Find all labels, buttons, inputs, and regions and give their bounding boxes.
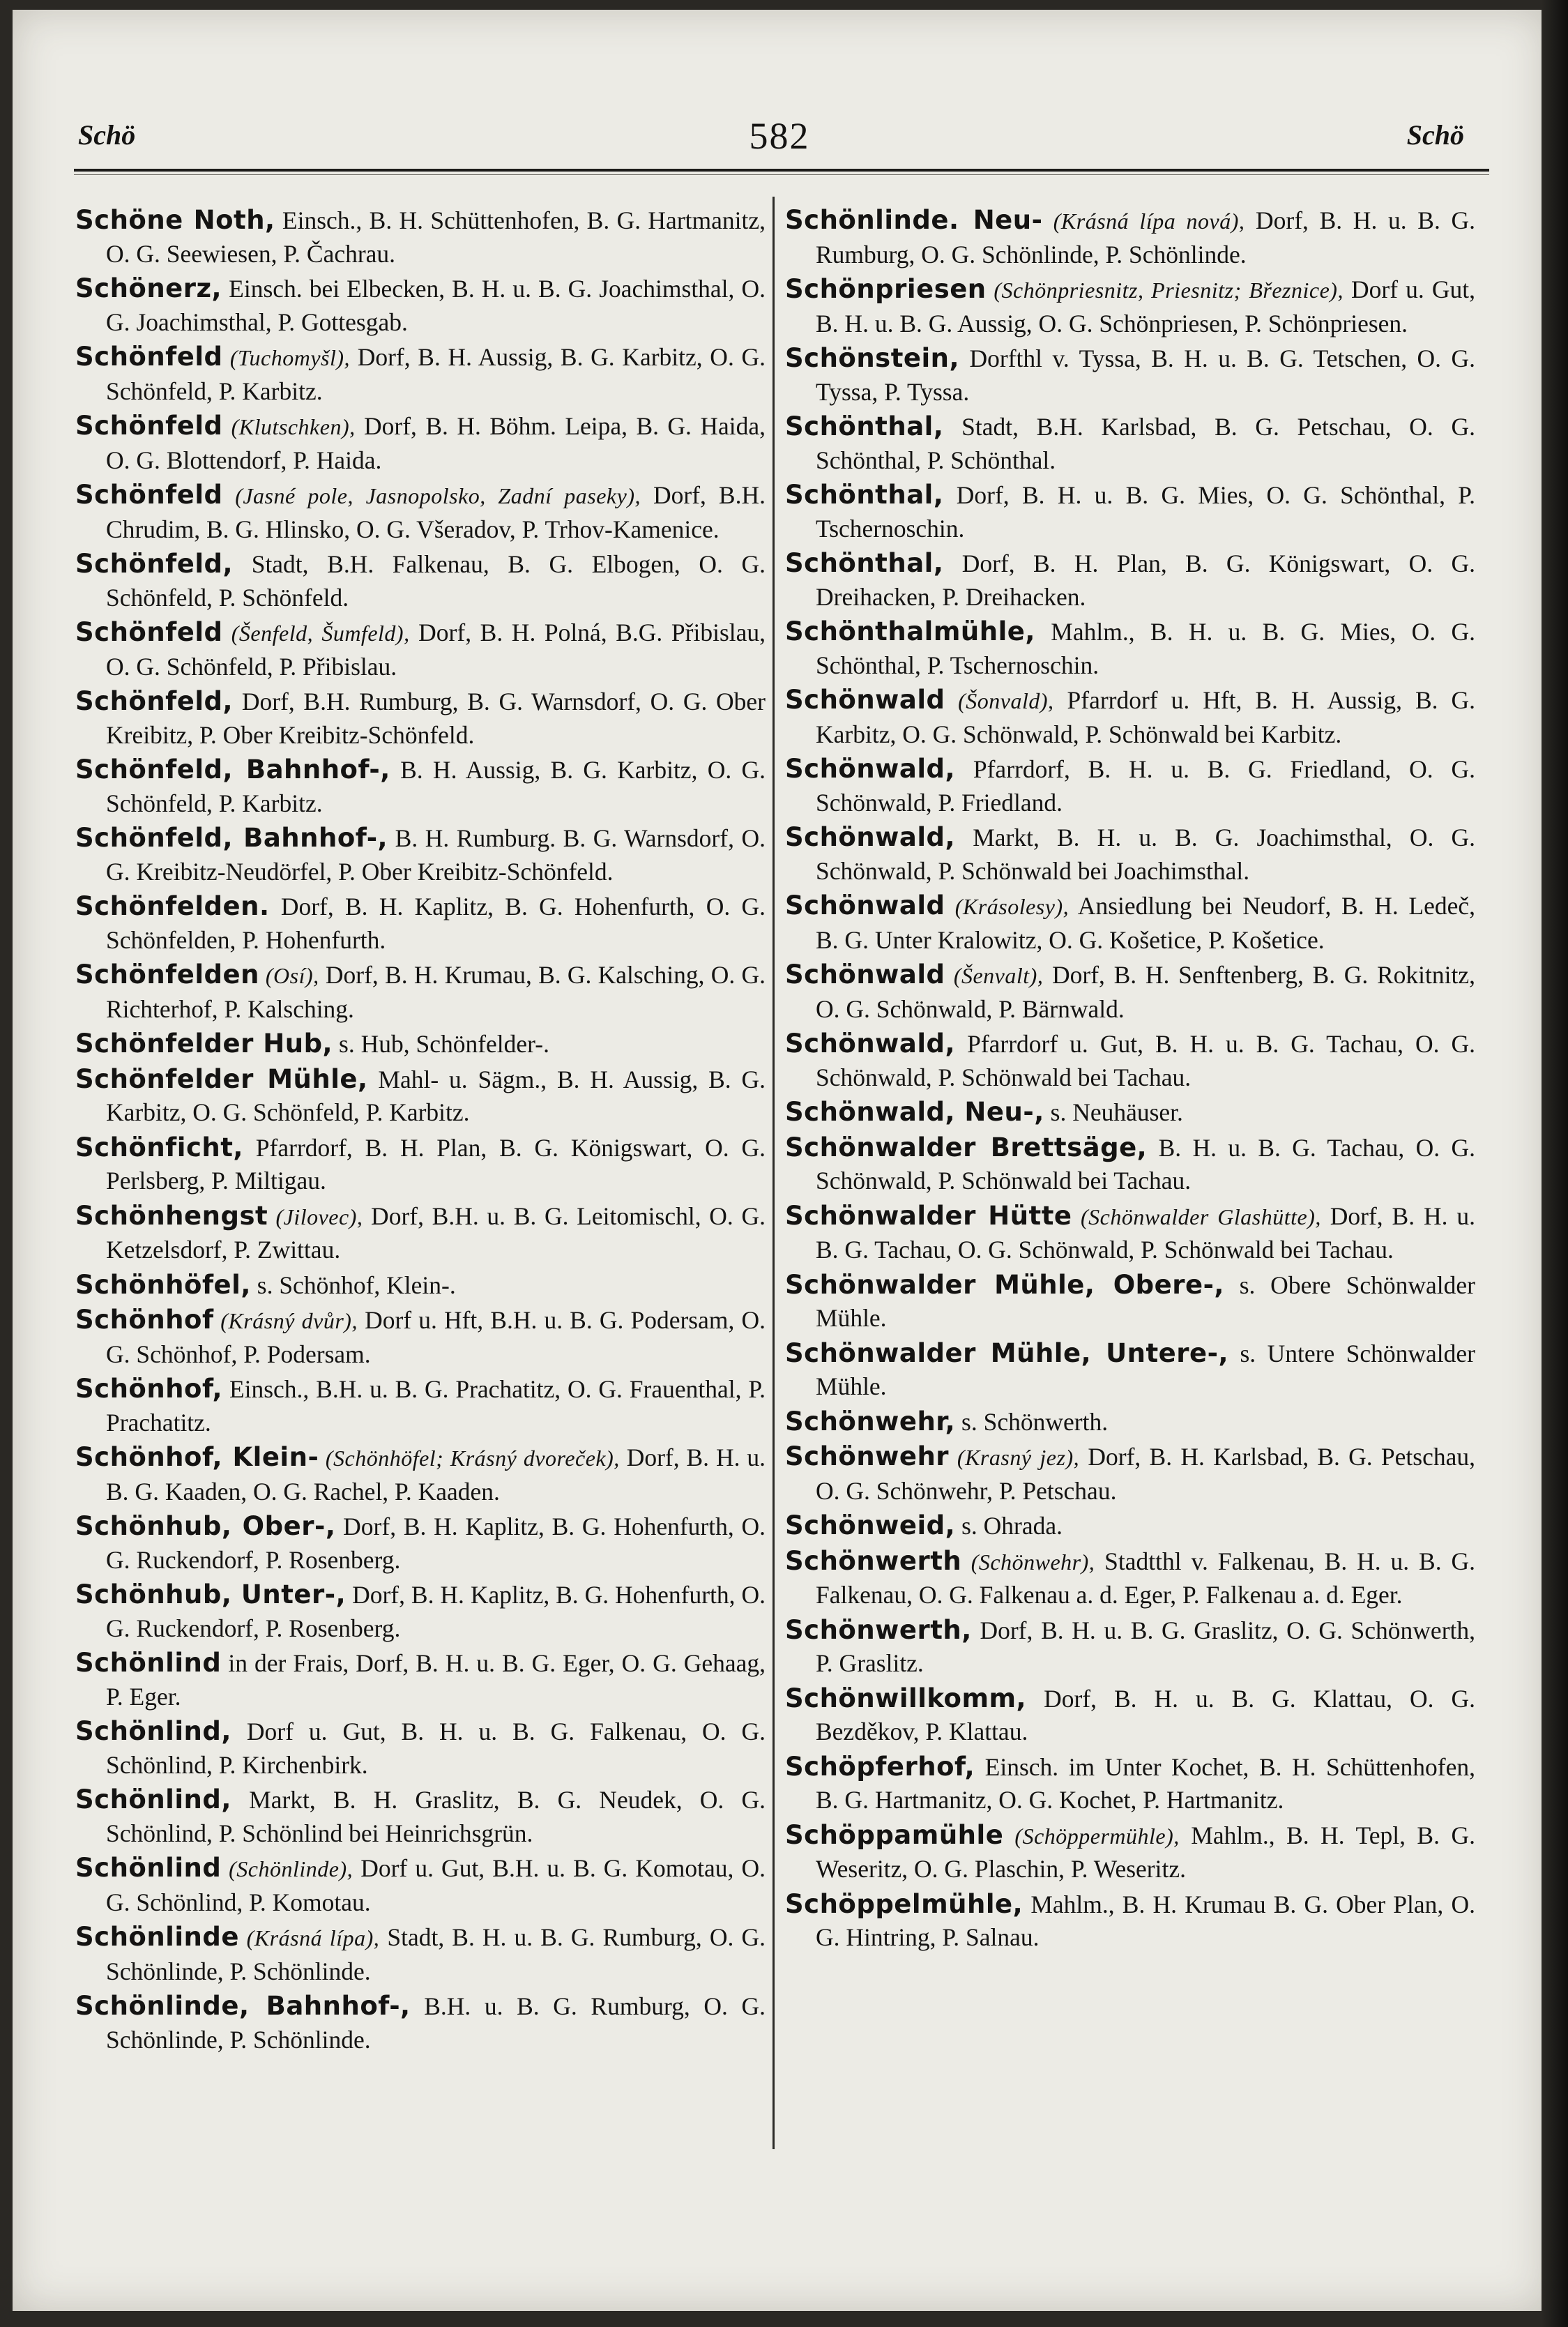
entry-text: Dorf, B. H. Polná, B.G. Přibislau, O. G. Schönfeld, P. Přibislau. — [106, 619, 766, 681]
entry-text: Dorf, B. H. Kaplitz, B. G. Hohenfurth, O. G. Ruckendorf, P. Rosenberg. — [106, 1581, 766, 1642]
gazetteer-entry — [785, 342, 1475, 409]
entry-headword: Schönwerth, — [785, 1614, 972, 1645]
entry-text: Dorf, B.H. Rumburg, B. G. Warnsdorf, O. G. Ober Kreibitz, P. Ober Kreibitz-Schönfeld. — [106, 688, 766, 749]
entry-text: Einsch., B.H. u. B. G. Prachatitz, O. G. Frauenthal, P. Prachatitz. — [106, 1375, 766, 1437]
entry-text: Pfarrdorf u. Gut, B. H. u. B. G. Tachau, O. G. Schönwald, P. Schönwald bei Tachau. — [816, 1030, 1475, 1091]
gazetteer-entry — [75, 821, 766, 888]
gazetteer-entry — [785, 615, 1475, 682]
gazetteer-entry — [75, 1027, 766, 1061]
entry-text: Dorf u. Hft, B.H. u. B. G. Podersam, O. G. Schönhof, P. Podersam. — [106, 1306, 766, 1368]
entry-headword: Schönlinde, Bahnhof-, — [75, 1991, 411, 2021]
gazetteer-entry — [75, 958, 766, 1026]
entry-headword: Schönfeld, — [75, 686, 234, 716]
entry-alt-name: (Schönwehr), — [961, 1549, 1095, 1575]
entry-headword: Schönhof — [75, 1305, 214, 1335]
entry-headword: Schönfelden — [75, 960, 259, 990]
running-head-left: Schö — [78, 119, 136, 151]
gazetteer-entry — [75, 1920, 766, 1988]
entry-headword: Schönlinde — [75, 1922, 239, 1952]
entry-text: Stadt, B.H. Falkenau, B. G. Elbogen, O. G. Schönfeld, P. Schönfeld. — [106, 550, 766, 612]
entry-alt-name: (Klutschken), — [222, 414, 356, 439]
entry-headword: Schönhof, Klein- — [75, 1442, 319, 1472]
entry-text: Dorf, B. H. Plan, B. G. Königswart, O. G. Dreihacken, P. Dreihacken. — [816, 549, 1475, 611]
entry-text: s. Hub, Schönfelder-. — [333, 1030, 549, 1058]
entry-text: Markt, B. H. u. B. G. Joachimsthal, O. G. Schönwald, P. Schönwald bei Joachimsthal. — [816, 824, 1475, 885]
entry-text: Dorf, B.H. Chrudim, B. G. Hlinsko, O. G. Všeradov, P. Trhov-Kamenice. — [106, 481, 766, 543]
entry-headword: Schönpriesen — [785, 274, 987, 304]
entry-headword: Schönlinde. Neu- — [785, 205, 1043, 235]
entry-alt-name: (Jilovec), — [268, 1204, 363, 1229]
entry-alt-name: (Krásná lípa nová), — [1042, 209, 1245, 234]
entry-headword: Schönerz, — [75, 273, 222, 303]
gazetteer-entry — [785, 273, 1475, 340]
entry-text: Pfarrdorf, B. H. Plan, B. G. Königswart, O. G. Perlsberg, P. Miltigau. — [106, 1133, 766, 1195]
entry-text: Dorf, B. H. u. B. G. Kaaden, O. G. Rachel, P. Kaaden. — [106, 1443, 766, 1506]
entry-text: s. Schönhof, Klein-. — [250, 1271, 456, 1299]
entry-headword: Schönwalder Mühle, Obere-, — [785, 1269, 1224, 1300]
entry-text: Mahl- u. Sägm., B. H. Aussig, B. G. Karbitz, O. G. Schönfeld, P. Karbitz. — [106, 1065, 766, 1126]
header-rule — [74, 169, 1489, 172]
entry-headword: Schöppamühle — [785, 1819, 1004, 1850]
gazetteer-entry — [785, 1819, 1475, 1886]
entry-alt-name: (Krásolesy), — [945, 894, 1070, 919]
entry-text: Pfarrdorf u. Hft, B. H. Aussig, B. G. Karbitz, O. G. Schönwald, P. Schönwald bei Karbitz. — [816, 686, 1475, 748]
entry-text: Mahlm., B. H. Krumau B. G. Ober Plan, O. G. Hintring, P. Salnau. — [816, 1890, 1475, 1951]
gazetteer-entry — [75, 478, 766, 546]
entry-text: s. Obere Schönwalder Mühle. — [816, 1271, 1475, 1332]
entry-alt-name: (Schöppermühle), — [1003, 1823, 1180, 1849]
entry-text: Dorf, B. H. u. B. G. Klattau, O. G. Bezděkov, P. Klattau. — [816, 1684, 1475, 1745]
entry-alt-name: (Jasné pole, Jasnopolsko, Zadní paseky), — [222, 483, 641, 508]
entry-headword: Schönwehr — [785, 1441, 950, 1471]
entry-alt-name: (Krásná lípa), — [238, 1925, 380, 1950]
entry-alt-name: (Schönhöfel; Krásný dvoreček), — [319, 1446, 620, 1471]
gazetteer-entry — [785, 1614, 1475, 1681]
entry-headword: Schöpferhof, — [785, 1751, 975, 1782]
entry-headword: Schönstein, — [785, 343, 960, 373]
gazetteer-entry — [785, 1750, 1475, 1817]
entry-headword: Schönfeld — [75, 480, 223, 510]
gazetteer-entry — [75, 1783, 766, 1850]
entry-text: Stadtthl v. Falkenau, B. H. u. B. G. Falkenau, O. G. Falkenau a. d. Eger, P. Falkenau a. d. Eger. — [816, 1547, 1476, 1609]
entry-text: Dorf u. Gut, B. H. u. B. G. Falkenau, O. G. Schönlind, P. Kirchenbirk. — [106, 1718, 766, 1779]
entry-headword: Schönwald, — [785, 1029, 956, 1059]
entry-headword: Schönhengst — [75, 1200, 268, 1231]
entry-headword: Schönwald — [785, 890, 945, 920]
entry-headword: Schönlind — [75, 1648, 222, 1678]
gazetteer-entry — [785, 478, 1475, 545]
entry-alt-name: (Krasný jez), — [949, 1445, 1080, 1470]
entry-headword: Schönwald, — [785, 822, 956, 852]
entry-text: Stadt, B.H. Karlsbad, B. G. Petschau, O. G. Schönthal, P. Schönthal. — [816, 413, 1475, 474]
gazetteer-entry — [785, 1888, 1475, 1955]
scanned-page — [13, 10, 1546, 2311]
gazetteer-entry — [75, 1303, 766, 1371]
gazetteer-entry — [75, 1441, 766, 1508]
entry-headword: Schönhub, Ober-, — [75, 1511, 336, 1541]
entry-headword: Schönfeld, Bahnhof-, — [75, 823, 388, 853]
entry-headword: Schönficht, — [75, 1132, 243, 1162]
running-head-right: Schö — [1406, 119, 1464, 151]
entry-headword: Schönwehr, — [785, 1406, 956, 1437]
gazetteer-entry — [75, 616, 766, 683]
entry-text: Dorf, B.H. u. B. G. Leitomischl, O. G. Ketzelsdorf, P. Zwittau. — [106, 1202, 766, 1264]
entry-headword: Schöppelmühle, — [785, 1888, 1023, 1919]
gazetteer-entry — [75, 890, 766, 957]
entry-headword: Schönfelder Hub, — [75, 1029, 333, 1059]
gazetteer-entry — [75, 272, 766, 339]
entry-text: Dorf, B. H. Karlsbad, B. G. Petschau, O. G. Schönwehr, P. Petschau. — [816, 1443, 1475, 1505]
entry-headword: Schönwalder Hütte — [785, 1200, 1072, 1231]
entry-headword: Schönthal, — [785, 480, 944, 510]
entry-headword: Schönwerth — [785, 1545, 962, 1576]
entry-alt-name: (Schönpriesnitz, Priesnitz; Březnice), — [986, 278, 1344, 303]
entry-headword: Schönthal, — [785, 411, 944, 441]
entry-text: Stadt, B. H. u. B. G. Rumburg, O. G. Schönlinde, P. Schönlinde. — [106, 1923, 766, 1985]
page-number: 582 — [749, 115, 810, 157]
entry-text: Mahlm., B. H. u. B. G. Mies, O. G. Schönthal, P. Tschernoschin. — [816, 618, 1475, 679]
right-column — [785, 204, 1475, 1956]
entry-text: Dorf, B. H. Kaplitz, B. G. Hohenfurth, O. G. Ruckendorf, P. Rosenberg. — [106, 1513, 766, 1574]
entry-text: Dorf, B. H. u. B. G. Tachau, O. G. Schönwald, P. Schönwald bei Tachau. — [816, 1202, 1475, 1264]
gazetteer-entry — [75, 1646, 766, 1713]
entry-headword: Schönwald — [785, 685, 945, 715]
entry-text: B.H. u. B. G. Rumburg, O. G. Schönlinde, P. Schönlinde. — [106, 1992, 766, 2054]
gazetteer-entry — [785, 752, 1475, 819]
gazetteer-entry — [785, 1337, 1475, 1404]
gazetteer-entry — [75, 1131, 766, 1198]
gazetteer-entry — [785, 1027, 1475, 1094]
entry-text: Einsch., B. H. Schüttenhofen, B. G. Hartmanitz, O. G. Seewiesen, P. Čachrau. — [106, 206, 766, 268]
gazetteer-entry — [785, 1268, 1475, 1335]
entry-headword: Schöne Noth, — [75, 205, 275, 235]
gazetteer-entry — [75, 1989, 766, 2056]
gazetteer-entry — [785, 204, 1475, 271]
entry-text: Dorf u. Gut, B. H. u. B. G. Aussig, O. G. Schönpriesen, P. Schönpriesen. — [816, 275, 1476, 338]
entry-headword: Schönthal, — [785, 548, 944, 578]
entry-text: Pfarrdorf, B. H. u. B. G. Friedland, O. G. Schönwald, P. Friedland. — [816, 755, 1475, 817]
entry-headword: Schönhub, Unter-, — [75, 1579, 347, 1609]
entry-text: Markt, B. H. Graslitz, B. G. Neudek, O. G. Schönlind, P. Schönlind bei Heinrichsgrün. — [106, 1786, 766, 1847]
entry-text: Mahlm., B. H. Tepl, B. G. Weseritz, O. G. Plaschin, P. Weseritz. — [816, 1821, 1475, 1883]
gazetteer-entry — [75, 1715, 766, 1782]
entry-alt-name: (Schönwalder Glashütte), — [1072, 1204, 1321, 1229]
entry-headword: Schönfelder Mühle, — [75, 1063, 368, 1094]
entry-text: Dorf, B. H. u. B. G. Mies, O. G. Schönthal, P. Tschernoschin. — [816, 481, 1475, 543]
entry-text: Dorf, B. H. Böhm. Leipa, B. G. Haida, O. G. Blottendorf, P. Haida. — [106, 412, 766, 474]
gazetteer-entry — [785, 1199, 1475, 1267]
gazetteer-entry — [75, 409, 766, 477]
entry-headword: Schönhof, — [75, 1374, 223, 1404]
gazetteer-entry — [75, 1578, 766, 1645]
entry-text: s. Schönwerth. — [955, 1407, 1109, 1436]
entry-headword: Schönfelden. — [75, 891, 270, 921]
gazetteer-entry — [75, 547, 766, 614]
gazetteer-entry — [75, 340, 766, 408]
scan-edge — [1542, 0, 1568, 2327]
left-column — [75, 204, 766, 2058]
entry-headword: Schönwillkomm, — [785, 1683, 1027, 1713]
entry-headword: Schönweid, — [785, 1510, 956, 1540]
gazetteer-entry — [75, 1851, 766, 1919]
entry-text: s. Untere Schönwalder Mühle. — [816, 1339, 1475, 1400]
gazetteer-entry — [75, 685, 766, 752]
entry-text: s. Ohrada. — [955, 1512, 1063, 1540]
gazetteer-entry — [785, 889, 1475, 957]
entry-text: Dorf, B. H. Kaplitz, B. G. Hohenfurth, O. G. Schönfelden, P. Hohenfurth. — [106, 893, 766, 954]
entry-alt-name: (Šenvalt), — [945, 963, 1044, 988]
entry-text: B. H. Rumburg. B. G. Warnsdorf, O. G. Kreibitz-Neudörfel, P. Ober Kreibitz-Schönfeld. — [106, 824, 766, 886]
entry-headword: Schönwald — [785, 960, 945, 990]
entry-alt-name: (Šenfeld, Šumfeld), — [222, 621, 410, 646]
entry-alt-name: (Tuchomyšl), — [222, 345, 351, 370]
gazetteer-entry — [75, 1372, 766, 1439]
entry-text: Dorf, B. H. Krumau, B. G. Kalsching, O. G. Richterhof, P. Kalsching. — [106, 961, 766, 1023]
gazetteer-entry — [75, 1268, 766, 1303]
gazetteer-entry — [785, 547, 1475, 614]
entry-headword: Schönwalder Mühle, Untere-, — [785, 1337, 1229, 1368]
entry-headword: Schönfeld, — [75, 549, 234, 579]
gazetteer-entry — [785, 1682, 1475, 1749]
entry-headword: Schönwald, — [785, 754, 956, 784]
gazetteer-entry — [75, 1063, 766, 1130]
entry-text: Ansiedlung bei Neudorf, B. H. Ledeč, B. G. Unter Kralowitz, O. G. Košetice, P. Košetice. — [816, 892, 1476, 954]
gazetteer-entry — [75, 204, 766, 271]
entry-headword: Schönfeld — [75, 411, 223, 441]
gazetteer-entry — [75, 753, 766, 820]
entry-headword: Schönwald, Neu-, — [785, 1097, 1044, 1127]
gazetteer-entry — [785, 1096, 1475, 1130]
entry-text: Dorf, B. H. Senftenberg, B. G. Rokitnitz, O. G. Schönwald, P. Bärnwald. — [816, 961, 1475, 1023]
entry-text: Einsch. im Unter Kochet, B. H. Schüttenhofen, B. G. Hartmanitz, O. G. Kochet, P. Hartmanitz. — [816, 1752, 1475, 1814]
entry-text: Dorf, B. H. u. B. G. Rumburg, O. G. Schönlinde, P. Schönlinde. — [816, 206, 1475, 268]
entry-headword: Schönwalder Brettsäge, — [785, 1132, 1148, 1162]
entry-text: in der Frais, Dorf, B. H. u. B. G. Eger, O. G. Gehaag, P. Eger. — [106, 1649, 766, 1711]
entry-alt-name: (Osí), — [259, 963, 319, 988]
header-rule-thin — [74, 174, 1489, 175]
gazetteer-entry — [785, 958, 1475, 1026]
entry-text: Dorfthl v. Tyssa, B. H. u. B. G. Tetschen, O. G. Tyssa, P. Tyssa. — [816, 344, 1475, 406]
entry-headword: Schönthalmühle, — [785, 616, 1035, 646]
entry-text: Dorf, B. H. u. B. G. Graslitz, O. G. Schönwerth, P. Graslitz. — [816, 1616, 1475, 1677]
gazetteer-entry — [785, 1509, 1475, 1543]
entry-headword: Schönfeld — [75, 342, 223, 372]
entry-alt-name: (Schönlinde), — [221, 1856, 353, 1881]
entry-alt-name: (Krásný dvůr), — [213, 1308, 358, 1333]
entry-headword: Schönfeld, Bahnhof-, — [75, 755, 390, 784]
entry-text: B. H. u. B. G. Tachau, O. G. Schönwald, P. Schönwald bei Tachau. — [816, 1133, 1476, 1195]
gazetteer-entry — [785, 821, 1475, 888]
entry-text: Einsch. bei Elbecken, B. H. u. B. G. Joachimsthal, O. G. Joachimsthal, P. Gottesgab. — [106, 275, 766, 336]
gazetteer-entry — [785, 683, 1475, 751]
entry-text: Dorf u. Gut, B.H. u. B. G. Komotau, O. G. Schönlind, P. Komotau. — [106, 1854, 766, 1916]
entry-text: B. H. Aussig, B. G. Karbitz, O. G. Schönfeld, P. Karbitz. — [106, 756, 766, 817]
gazetteer-entry — [785, 1131, 1475, 1198]
entry-headword: Schönhöfel, — [75, 1269, 251, 1300]
gazetteer-entry — [785, 410, 1475, 477]
entry-headword: Schönfeld — [75, 617, 223, 647]
entry-headword: Schönlind, — [75, 1716, 231, 1746]
gazetteer-entry — [785, 1405, 1475, 1439]
gazetteer-entry — [75, 1199, 766, 1267]
entry-text: s. Neuhäuser. — [1044, 1098, 1183, 1126]
gazetteer-entry — [785, 1440, 1475, 1508]
entry-alt-name: (Šonvald), — [945, 688, 1054, 713]
gazetteer-entry — [75, 1510, 766, 1577]
column-divider — [772, 197, 775, 2149]
entry-text: Dorf, B. H. Aussig, B. G. Karbitz, O. G. Schönfeld, P. Karbitz. — [106, 343, 766, 405]
gazetteer-entry — [785, 1545, 1475, 1612]
entry-headword: Schönlind, — [75, 1784, 231, 1814]
entry-headword: Schönlind — [75, 1853, 222, 1883]
